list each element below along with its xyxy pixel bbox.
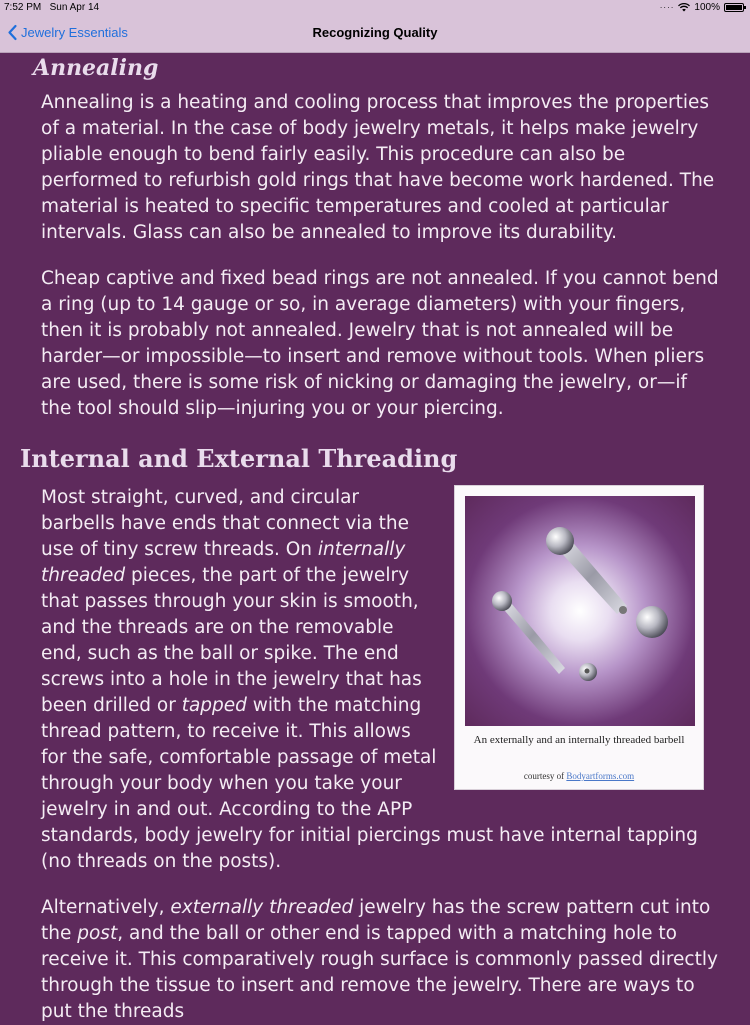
internal-barbell-ball [546, 527, 574, 555]
barbell-figure [454, 485, 704, 790]
navigation-bar [0, 16, 750, 53]
credit-link[interactable]: Bodyartforms.com [566, 771, 635, 781]
status-bar [0, 0, 750, 16]
annealing-paragraph-1: Annealing is a heating and cooling process that improves the properties of a material. In the case of body jewelry metals, it helps make jewelry pliable enough to bend fairly easily. This procedure can also be performed to refurbish gold rings that have become work hardened. The material is heated to specific temperatures and cooled at particular intervals. Glass can also be annealed to improve its durability. [41, 92, 715, 243]
small-ball-hole [585, 669, 590, 674]
back-button-label: Jewelry Essentials [21, 25, 128, 40]
annealing-paragraph-2: Cheap captive and fixed bead rings are not annealed. If you cannot bend a ring (up to 14 gauge or so, in average diameters) with your fingers, then it is probably not annealed. Jewelry that is not annealed will be harder—or impossible—to insert and remove without tools. When pliers are used, there is some risk of nicking or damaging the jewelry, or—if the tool should slip—injuring you or your piercing. [41, 268, 719, 419]
threading-paragraph-2: Alternatively, externally threaded jewelry has the screw pattern cut into the post, and the ball or other end is tapped with a matching hole to receive it. This comparatively rough surface is commonly passed directly through the tissue to insert and remove the jewelry. There are ways to put the threads [41, 897, 718, 1022]
wifi-icon [678, 3, 690, 12]
battery-percent: 100% [694, 2, 720, 13]
annealing-heading: Annealing [33, 55, 159, 81]
external-barbell-post [499, 598, 565, 674]
article-content[interactable] [0, 53, 750, 1022]
internal-barbell-end [619, 606, 627, 614]
barbell-photo [465, 496, 695, 726]
status-time: 7:52 PM Sun Apr 14 [4, 2, 100, 13]
figure-credit: courtesy of Bodyartforms.com [523, 771, 635, 781]
status-right [660, 2, 744, 13]
battery-icon [724, 3, 744, 12]
signal-dots-icon: ···· [659, 3, 675, 12]
threading-paragraph-1: An externally and an internally threaded barbell courtesy of Bodyartforms.com Most straight, curved, and circular barbells have ends that connect via the use of tiny screw threads. On internally threaded pieces, the part of the jewelry that passes through your skin is smooth, and the threads are on the removable end, such as the ball or spike. The end screws into a hole in the jewelry that has been drilled or tapped with the matching thread pattern, to receive it. This allows for the safe, comfortable passage of metal through your body when you take your jewelry in and out. According to the APP standards, body jewelry for initial piercings must have internal tapping (no threads on the posts). [41, 485, 721, 875]
figure-caption: An externally and an internally threaded barbell [473, 734, 685, 746]
barbell-illustration [465, 496, 695, 726]
external-barbell-ball [492, 591, 512, 611]
page-title: Recognizing Quality [312, 25, 438, 40]
threaded-ball [636, 606, 668, 638]
threading-heading: Internal and External Threading [20, 444, 458, 473]
